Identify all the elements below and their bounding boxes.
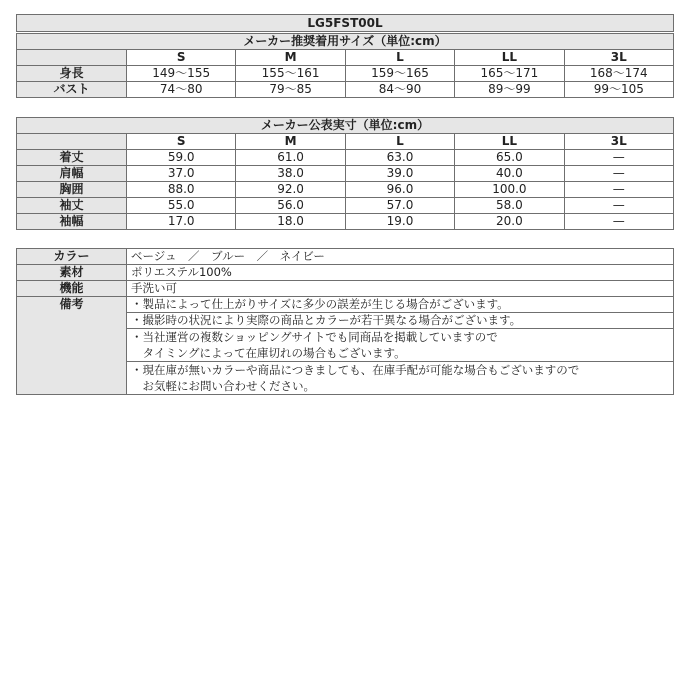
cell: 89〜99 [455,82,564,98]
cell: 55.0 [127,198,236,214]
cell: 149〜155 [127,66,236,82]
actual-size-title: メーカー公表実寸（単位:cm） [17,118,674,134]
function-label: 機能 [17,281,127,297]
cell: 99〜105 [564,82,673,98]
cell: 56.0 [236,198,345,214]
cell: 57.0 [345,198,454,214]
cell: — [564,198,673,214]
row-label-sleeve-length: 袖丈 [17,198,127,214]
row-label-shoulder: 肩幅 [17,166,127,182]
color-label: カラー [17,249,127,265]
actual-size-table [16,117,674,230]
cell: 20.0 [455,214,564,230]
cell: 39.0 [345,166,454,182]
table-row [17,265,674,281]
cell: 18.0 [236,214,345,230]
row-label-chest: 胸囲 [17,182,127,198]
row-label-sleeve-width: 袖幅 [17,214,127,230]
cell: — [564,150,673,166]
size-header-3l: 3L [564,134,673,150]
function-value: 手洗い可 [127,281,674,297]
cell: 168〜174 [564,66,673,82]
cell: 19.0 [345,214,454,230]
cell: 88.0 [127,182,236,198]
corner-cell [17,50,127,66]
size-header-ll: LL [455,50,564,66]
model-code-title: LG5FST00L [16,14,674,32]
cell: — [564,214,673,230]
size-header-m: M [236,134,345,150]
cell: 100.0 [455,182,564,198]
row-label-bust: バスト [17,82,127,98]
size-header-3l: 3L [564,50,673,66]
cell: 17.0 [127,214,236,230]
note-line: ・現在庫が無いカラーや商品につきましても、在庫手配が可能な場合もございますので [131,363,580,377]
note-item: ・製品によって仕上がりサイズに多少の誤差が生じる場合がございます。 [127,297,674,313]
cell: 63.0 [345,150,454,166]
note-item [127,362,674,395]
row-label-height: 身長 [17,66,127,82]
table-row [17,249,674,265]
table-row [17,198,674,214]
table-row [17,66,674,82]
size-header-s: S [127,134,236,150]
cell: 61.0 [236,150,345,166]
table-row [17,166,674,182]
product-details-table [16,248,674,395]
material-label: 素材 [17,265,127,281]
cell: 37.0 [127,166,236,182]
size-header-l: L [345,134,454,150]
table-row [17,182,674,198]
color-value: ベージュ ／ ブルー ／ ネイビー [127,249,674,265]
table-row [17,297,674,313]
cell: 59.0 [127,150,236,166]
recommended-size-title: メーカー推奨着用サイズ（単位:cm） [17,34,674,50]
size-header-m: M [236,50,345,66]
cell: 159〜165 [345,66,454,82]
row-label-length: 着丈 [17,150,127,166]
cell: 38.0 [236,166,345,182]
material-value: ポリエステル100% [127,265,674,281]
corner-cell [17,134,127,150]
cell: — [564,166,673,182]
recommended-size-table [16,33,674,98]
table-row [17,150,674,166]
cell: 74〜80 [127,82,236,98]
table-row [17,82,674,98]
cell: 65.0 [455,150,564,166]
note-line: お気軽にお問い合わせください。 [131,379,315,393]
note-line: ・当社運営の複数ショッピングサイトでも同商品を掲載していますので [131,330,498,344]
table-row [17,214,674,230]
note-item [127,329,674,362]
cell: 92.0 [236,182,345,198]
cell: 96.0 [345,182,454,198]
note-line: タイミングによって在庫切れの場合もございます。 [131,346,406,360]
cell: 40.0 [455,166,564,182]
cell: 155〜161 [236,66,345,82]
cell: 79〜85 [236,82,345,98]
note-item: ・撮影時の状況により実際の商品とカラーが若干異なる場合がございます。 [127,313,674,329]
cell: 165〜171 [455,66,564,82]
cell: — [564,182,673,198]
cell: 58.0 [455,198,564,214]
notes-label: 備考 [17,297,127,395]
size-header-l: L [345,50,454,66]
cell: 84〜90 [345,82,454,98]
size-header-s: S [127,50,236,66]
table-row [17,281,674,297]
size-header-ll: LL [455,134,564,150]
